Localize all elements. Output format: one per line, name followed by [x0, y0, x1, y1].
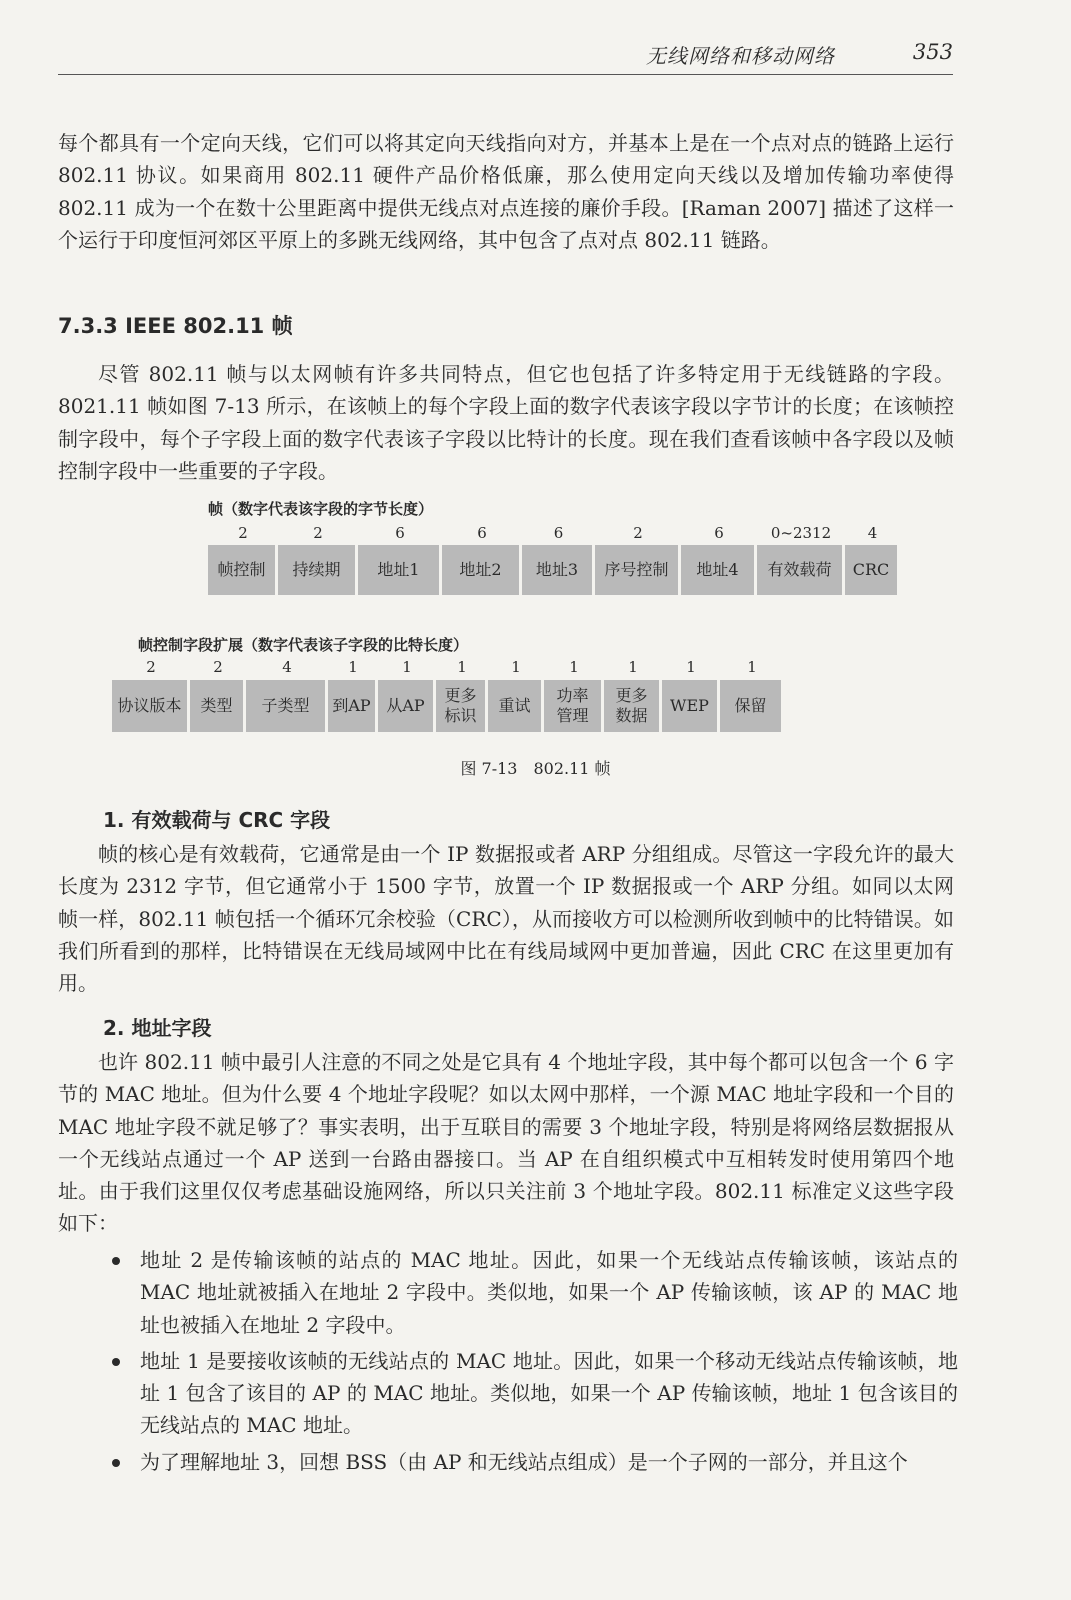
paragraph-address: 也许 802.11 帧中最引人注意的不同之处是它具有 4 个地址字段，其中每个都可以包含一个 6 字节的 MAC 地址。但为什么要 4 个地址字段呢？如以太网中那样，一个源 MAC 地址字段和一个目的 MAC 地址字段不就足够了？事实表明，出于互联目的需要 3 个地址字段，特别是将网络层数据报从一个无线站点通过一个 AP 送到一台路由器接口。当 AP 在自组织模式中互相转发时使用第四个地址。由于我们这里仅仅考虑基础设施网络，所以只关注前 3 个地址字段。802.11 标准定义这些字段如下： — [58, 1050, 954, 1236]
control-size-label: 2 — [213, 658, 223, 676]
control-size-label: 1 — [686, 658, 696, 676]
control-size-label: 1 — [747, 658, 757, 676]
control-size-label: 1 — [569, 658, 579, 676]
bullet-item — [108, 1345, 958, 1442]
control-field-1: 类型 — [190, 680, 246, 732]
running-title: 无线网络和移动网络 — [646, 44, 835, 68]
control-field-4: 从AP — [378, 680, 436, 732]
bullet-text: 地址 1 是要接收该帧的无线站点的 MAC 地址。因此，如果一个移动无线站点传输该帧，地址 1 包含了该目的 AP 的 MAC 地址。类似地，如果一个 AP 传输该帧，地址 1 包含该目的无线站点的 MAC 地址。 — [140, 1348, 958, 1438]
page-number: 353 — [912, 40, 953, 64]
control-size-label: 4 — [282, 658, 292, 676]
control-field-7: 功率 管理 — [544, 680, 604, 732]
frame-size-label: 6 — [477, 524, 487, 542]
control-size-label: 1 — [402, 658, 412, 676]
frame-field-0: 帧控制 — [208, 545, 278, 595]
control-field-3: 到AP — [328, 680, 378, 732]
control-field-9: WEP — [662, 680, 720, 732]
control-size-label: 1 — [628, 658, 638, 676]
control-size-label: 1 — [457, 658, 467, 676]
section-heading: 7.3.3 IEEE 802.11 帧 — [58, 314, 293, 338]
frame-field-7: 有效载荷 — [757, 545, 845, 595]
frame-field-4: 地址3 — [522, 545, 595, 595]
control-field-5: 更多 标识 — [436, 680, 488, 732]
frame-size-label: 6 — [553, 524, 564, 542]
paragraph-intro: 每个都具有一个定向天线，它们可以将其定向天线指向对方，并基本上是在一个点对点的链路上运行 802.11 协议。如果商用 802.11 硬件产品价格低廉，那么使用定向天线以及增加传输功率使得 802.11 成为一个在数十公里距离中提供无线点对点连接的廉价手段。[Raman 2007] 描述了这样一个运行于印度恒河郊区平原上的多跳无线网络，其中包含了点对点 802.11 链路。 — [58, 131, 954, 252]
control-field-6: 重试 — [488, 680, 544, 732]
control-field-sizes — [112, 658, 824, 678]
frame-field-3: 地址2 — [442, 545, 522, 595]
bullet-item — [108, 1244, 958, 1341]
frame-field-8: CRC — [845, 545, 900, 595]
frame-size-label: 2 — [313, 524, 323, 542]
control-field-8: 更多 数据 — [604, 680, 662, 732]
frame-field-sizes — [208, 524, 900, 544]
subheading-payload-crc: 1. 有效载荷与 CRC 字段 — [103, 808, 331, 832]
control-size-label: 1 — [348, 658, 358, 676]
figure-caption: 图 7-13 802.11 帧 — [460, 759, 611, 778]
bullet-dot-icon — [112, 1459, 120, 1467]
frame-field-row — [208, 545, 900, 595]
frame-size-label: 4 — [867, 524, 878, 542]
frame-size-label: 0~2312 — [770, 524, 832, 542]
frame-field-5: 序号控制 — [595, 545, 681, 595]
frame-size-label: 6 — [714, 524, 724, 542]
control-field-10: 保留 — [720, 680, 784, 732]
control-field-0: 协议版本 — [112, 680, 190, 732]
address-bullet-list — [108, 1244, 958, 1482]
bullet-dot-icon — [112, 1257, 120, 1265]
control-size-label: 2 — [146, 658, 156, 676]
control-field-2: 子类型 — [246, 680, 328, 732]
control-size-label: 1 — [511, 658, 521, 676]
subheading-address: 2. 地址字段 — [103, 1016, 212, 1040]
frame-field-1: 持续期 — [278, 545, 358, 595]
bullet-dot-icon — [112, 1358, 120, 1366]
bullet-item — [108, 1446, 958, 1478]
frame-field-6: 地址4 — [681, 545, 757, 595]
control-caption: 帧控制字段扩展（数字代表该子字段的比特长度） — [138, 636, 469, 654]
page-header — [58, 38, 953, 75]
frame-size-label: 6 — [395, 524, 405, 542]
frame-size-label: 2 — [633, 524, 643, 542]
control-field-row — [112, 680, 784, 732]
paragraph-payload: 帧的核心是有效载荷，它通常是由一个 IP 数据报或者 ARP 分组组成。尽管这一字段允许的最大长度为 2312 字节，但它通常小于 1500 字节，放置一个 IP 数据报或一个 ARP 分组。如同以太网帧一样，802.11 帧包括一个循环冗余校验（CRC），从而接收方可以检测所收到帧中的比特错误。如我们所看到的那样，比特错误在无线局域网中比在有线局域网中更加普遍，因此 CRC 在这里更加有用。 — [58, 842, 954, 996]
frame-field-2: 地址1 — [358, 545, 442, 595]
paragraph-frame-intro: 尽管 802.11 帧与以太网帧有许多共同特点，但它也包括了许多特定用于无线链路的字段。8021.11 帧如图 7-13 所示，在该帧上的每个字段上面的数字代表该字段以字节计的长度；在该帧控制字段中，每个子字段上面的数字代表该子字段以比特计的长度。现在我们查看该帧中各字段以及帧控制字段中一些重要的子字段。 — [58, 362, 954, 483]
bullet-text: 为了理解地址 3，回想 BSS（由 AP 和无线站点组成）是一个子网的一部分，并且这个 — [140, 1449, 908, 1474]
frame-size-label: 2 — [238, 524, 248, 542]
bullet-text: 地址 2 是传输该帧的站点的 MAC 地址。因此，如果一个无线站点传输该帧，该站点的 MAC 地址就被插入在地址 2 字段中。类似地，如果一个 AP 传输该帧，该 AP 的 MAC 地址也被插入在地址 2 字段中。 — [140, 1248, 958, 1337]
frame-caption: 帧（数字代表该字段的字节长度） — [208, 500, 434, 518]
